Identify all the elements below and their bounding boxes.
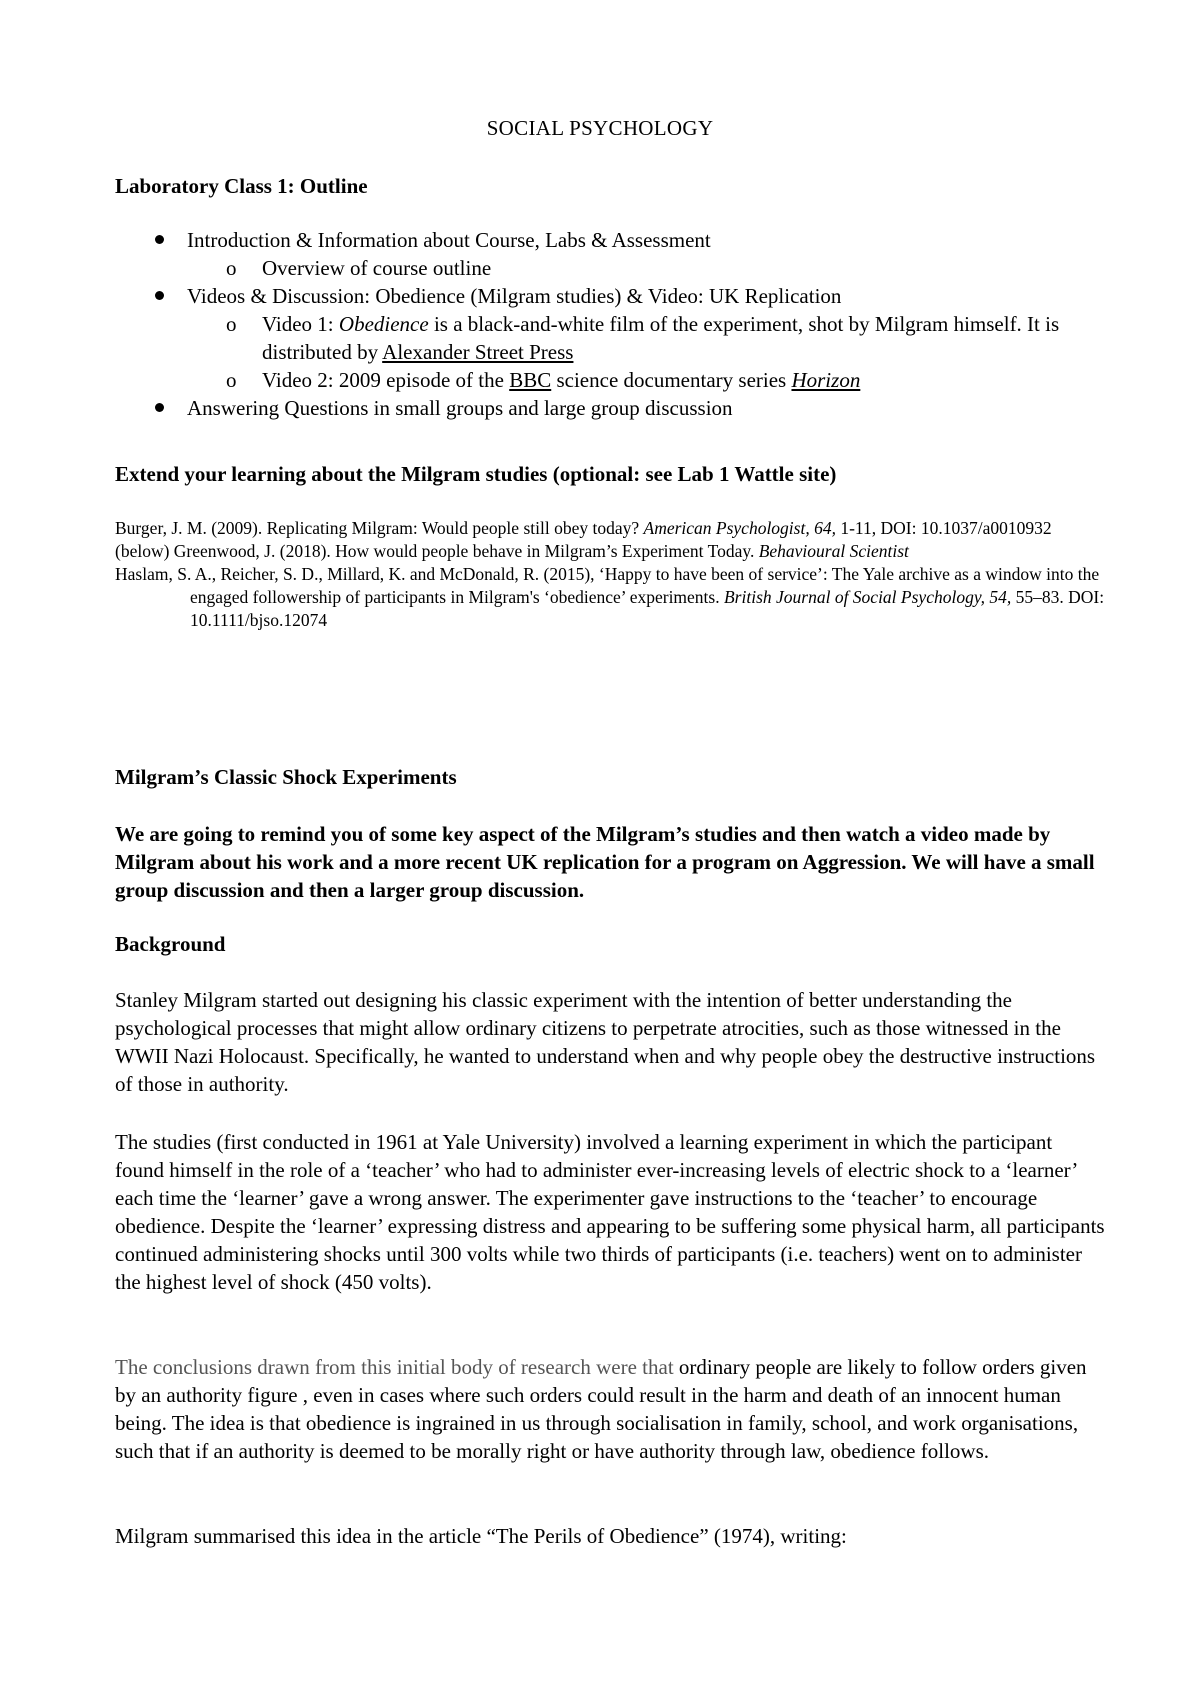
outline-heading: Laboratory Class 1: Outline (115, 174, 368, 198)
reference-journal: British Journal of Social Psychology, 54, (723, 587, 1012, 607)
reference-item (115, 563, 1105, 632)
paragraph-text: ordinary people are likely to follow orders given by an authority figure , even in cases where such orders could result in the harm and death of an innocent human being. The idea is that obedience is ingrained in us through socialisation in family, school, and work organisations, such that if an authority is deemed to be morally right or have authority through law, obedience follows. (115, 1355, 1087, 1463)
reference-text: Haslam, S. A., Reicher, S. D., Millard, K. and McDonald, R. (2015), ‘Happy to have been of service’: The Yale archive as a window into the engaged followership of participants in Milgram's ‘obedience’ experiments. (115, 564, 1100, 607)
bullet-dot-icon (155, 235, 164, 244)
alexander-street-press-link[interactable]: Alexander Street Press (382, 340, 574, 364)
reference-item (115, 540, 1105, 563)
background-paragraph-1: Stanley Milgram started out designing his classic experiment with the intention of better understanding the psychological processes that might allow ordinary citizens to perpetrate atrocities, such as those witnessed in the WWII Nazi Holocaust. Specifically, he wanted to understand when and why people obey the destructive instructions of those in authority. (115, 988, 1096, 1096)
page-title: SOCIAL PSYCHOLOGY (486, 116, 714, 140)
bullet-item (115, 282, 1095, 310)
sub-bullet-item (115, 310, 1095, 366)
reference-list (115, 517, 1105, 632)
sub-bullet-circle-icon: o (226, 312, 237, 336)
background-paragraph-2: The studies (first conducted in 1961 at Yale University) involved a learning experiment in which the participant found himself in the role of a ‘teacher’ who had to administer ever-increasing levels of electric shock to a ‘learner’ each time the ‘learner’ gave a wrong answer. The experimenter gave instructions to the ‘teacher’ to encourage obedience. Despite the ‘learner’ expressing distress and appearing to be suffering some physical harm, all participants continued administering shocks until 300 volts while two thirds of participants (i.e. teachers) went on to administer the highest level of shock (450 volts). (115, 1130, 1105, 1294)
intro-paragraph: We are going to remind you of some key aspect of the Milgram’s studies and then watch a video made by Milgram about his work and a more recent UK replication for a program on Aggression. We will have a small group discussion and then a larger group discussion. (115, 822, 1095, 902)
background-heading: Background (115, 932, 226, 956)
reference-text: (below) Greenwood, J. (2018). How would people behave in Milgram’s Experiment Today. (115, 541, 759, 561)
bullet-text: Introduction & Information about Course, Labs & Assessment (187, 228, 711, 252)
bullet-dot-icon (155, 291, 164, 300)
sub-bullet-text: Video 2: 2009 episode of the (262, 368, 510, 392)
bullet-dot-icon (155, 403, 164, 412)
sub-bullet-item (115, 366, 1095, 394)
bbc-link[interactable]: BBC (509, 368, 552, 392)
background-paragraph-3 (115, 1353, 1105, 1465)
sub-bullet-circle-icon: o (226, 256, 237, 280)
bullet-item (115, 226, 1095, 254)
reference-journal: American Psychologist, 64, (643, 518, 836, 538)
bullet-text: Videos & Discussion: Obedience (Milgram studies) & Video: UK Replication (187, 284, 842, 308)
paragraph-text-grey: The conclusions drawn from this initial body of research were that (115, 1355, 674, 1379)
reference-journal: Behavioural Scientist (758, 541, 909, 561)
sub-bullet-item (115, 254, 1095, 282)
outline-list (115, 226, 1095, 422)
reference-text: 55–83. DOI: 10.1111/bjso.12074 (190, 587, 1105, 630)
bullet-text: Answering Questions in small groups and large group discussion (187, 396, 733, 420)
reference-item (115, 517, 1105, 540)
sub-bullet-text: Overview of course outline (262, 256, 492, 280)
horizon-link[interactable]: Horizon (791, 368, 861, 392)
sub-bullet-text: Video 1: (262, 312, 339, 336)
sub-bullet-circle-icon: o (226, 368, 237, 392)
bullet-item (115, 394, 1095, 422)
background-paragraph-4: Milgram summarised this idea in the article “The Perils of Obedience” (1974), writing: (115, 1524, 847, 1548)
milgram-heading: Milgram’s Classic Shock Experiments (115, 765, 457, 789)
reference-text: Burger, J. M. (2009). Replicating Milgram: Would people still obey today? (115, 518, 644, 538)
film-title: Obedience (338, 312, 429, 336)
sub-bullet-text: science documentary series (551, 368, 792, 392)
extend-heading: Extend your learning about the Milgram studies (optional: see Lab 1 Wattle site) (115, 462, 837, 486)
reference-text: 1-11, DOI: 10.1037/a0010932 (835, 518, 1052, 538)
sub-bullet-text: is a black-and-white film of the experiment, shot by Milgram himself. It is distributed by (262, 312, 1060, 364)
